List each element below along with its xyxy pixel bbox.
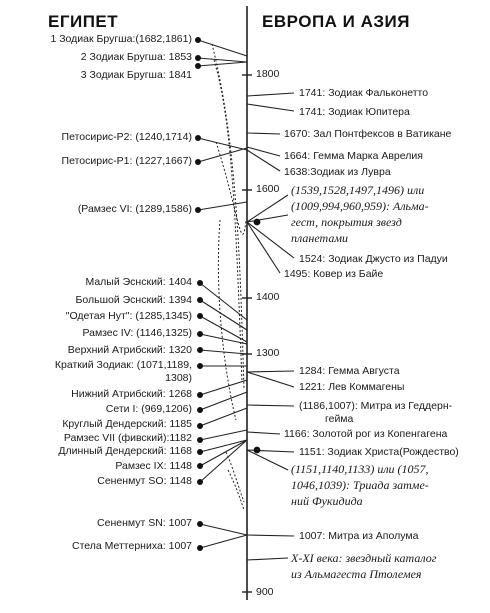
right-connector-1 [247, 93, 294, 96]
left-dot-20 [197, 521, 203, 527]
left-label-5: Петосирис-Р1: (1227,1667) [61, 155, 192, 167]
right-dot-1 [254, 219, 261, 226]
left-dot-21 [197, 545, 203, 551]
left-connector-15 [200, 408, 247, 426]
axis-tick-1800: 1800 [256, 68, 280, 80]
dashed-link-6 [228, 470, 244, 510]
left-label-2: 2 Зодиак Бругша: 1853 [80, 51, 192, 63]
right-label-16b: из Альмагеста Птолемея [291, 567, 422, 581]
left-dot-8 [197, 297, 203, 303]
right-connector-15 [247, 450, 288, 470]
right-label-10: 1221: Лев Коммагены [299, 381, 405, 393]
left-dot-18 [197, 463, 203, 469]
axis-tick-1400: 1400 [256, 291, 280, 303]
right-connector-5 [247, 150, 280, 171]
left-label-4: Петосирис-Р2: (1240,1714) [61, 131, 192, 143]
left-dot-4 [195, 135, 201, 141]
right-label-3: 1670: Зал Понтфексов в Ватикане [284, 128, 452, 140]
left-connector-2 [198, 58, 247, 62]
right-label-1: 1741: Зодиак Фальконетто [299, 87, 429, 99]
axis-tick-900: 900 [256, 586, 274, 598]
left-connector-3 [198, 62, 247, 66]
right-label-16a: X-XI века: звездный каталог [291, 551, 437, 565]
right-connector-17 [247, 558, 288, 560]
right-connector-10 [247, 371, 294, 372]
left-dot-15 [197, 423, 203, 429]
left-label-10: Рамзес IV: (1146,1325) [82, 327, 192, 339]
left-dot-10 [197, 331, 203, 337]
right-label-9: 1284: Гемма Августа [299, 365, 400, 377]
right-connector-8 [247, 222, 294, 258]
left-dot-13 [197, 392, 203, 398]
right-label-12: 1166: Золотой рог из Копенгагена [284, 428, 448, 440]
left-connector-16 [200, 430, 247, 440]
right-connector-16 [247, 535, 294, 536]
left-dot-11 [197, 347, 203, 353]
left-label-7: Малый Эснский: 1404 [85, 276, 192, 288]
left-label-6: (Рамзес VI: (1289,1586) [77, 203, 192, 215]
left-label-14: Сети I: (969,1206) [105, 403, 192, 415]
left-label-21: Стела Меттерниха: 1007 [71, 540, 192, 552]
right-label-14b: 1046,1039): Триада затме- [291, 478, 429, 492]
left-label-13: Нижний Атрибский: 1268 [71, 388, 192, 400]
left-connector-1 [198, 40, 247, 56]
right-label-2: 1741: Зодиак Юпитера [299, 106, 410, 118]
left-dot-5 [195, 159, 201, 165]
right-label-8: 1495: Ковер из Байе [284, 268, 384, 280]
right-connector-11 [247, 372, 294, 387]
left-connector-18 [200, 440, 247, 466]
right-label-6d: планетами [291, 231, 348, 245]
header-europe-asia: ЕВРОПА И АЗИЯ [262, 12, 410, 31]
left-label-8: Большой Эснский: 1394 [75, 294, 192, 306]
left-label-1: 1 Зодиак Бругша:(1682,1861) [50, 33, 192, 45]
left-label-3: 3 Зодиак Бругша: 1841 [80, 69, 192, 81]
right-dot-2 [254, 447, 261, 454]
right-label-13: 1151: Зодиак Христа(Рождество) [299, 446, 459, 458]
axis-tick-1300: 1300 [256, 347, 280, 359]
right-label-4: 1664: Гемма Марка Аврелия [284, 150, 423, 162]
header-egypt: ЕГИПЕТ [48, 12, 119, 31]
right-connector-3 [247, 133, 280, 134]
left-connector-11 [200, 350, 247, 354]
left-dot-9 [197, 313, 203, 319]
right-label-11a: (1186,1007): Митра из Геддерн- [299, 400, 453, 412]
right-label-14a: (1151,1140,1133) или (1057, [291, 462, 429, 476]
right-connector-12 [247, 405, 294, 406]
right-label-7: 1524: Зодиак Джусто из Падуи [299, 253, 448, 265]
left-label-12a: Краткий Зодиак: (1071,1189, [54, 359, 192, 371]
right-label-14c: ний Фукидида [291, 494, 363, 508]
left-label-15: Круглый Дендерский: 1185 [62, 418, 192, 430]
left-label-12b: 1308) [165, 372, 192, 384]
dashed-link-5 [226, 452, 244, 502]
left-label-11: Верхний Атрибский: 1320 [67, 344, 192, 356]
left-dot-19 [197, 479, 203, 485]
right-label-6c: гест, покрытия звезд [291, 215, 402, 229]
left-label-17: Длинный Дендерский: 1168 [58, 445, 192, 457]
left-dot-17 [197, 449, 203, 455]
right-connector-9 [247, 222, 280, 273]
left-dot-6 [195, 207, 201, 213]
left-connector-5 [198, 148, 247, 162]
right-label-11b: гейма [325, 413, 354, 425]
right-connector-13 [247, 432, 280, 434]
left-dot-7 [197, 280, 203, 286]
left-connector-6 [198, 202, 247, 210]
right-connector-2 [247, 104, 294, 111]
dashed-link-4 [218, 220, 236, 420]
left-connector-14 [200, 392, 247, 410]
right-connector-4 [247, 147, 280, 156]
left-connector-21 [200, 535, 247, 548]
left-label-16: Рамзес VII (фивский):1182 [63, 432, 192, 444]
left-label-18: Рамзес IX: 1148 [115, 460, 192, 472]
left-connector-20 [200, 524, 247, 535]
left-dot-12 [197, 363, 203, 369]
left-dot-2 [195, 55, 201, 61]
right-label-6b: (1009,994,960,959): Альма- [291, 199, 429, 213]
left-dot-14 [197, 407, 203, 413]
right-label-15: 1007: Митра из Аполума [299, 530, 419, 542]
left-dot-3 [195, 63, 201, 69]
left-dot-16 [197, 437, 203, 443]
right-label-6a: (1539,1528,1497,1496) или [291, 183, 425, 197]
left-connector-13 [200, 380, 247, 395]
left-dot-1 [195, 37, 201, 43]
left-label-9: "Одетая Нут": (1285,1345) [65, 310, 192, 322]
left-label-20: Сененмут SN: 1007 [97, 517, 192, 529]
left-connector-4 [198, 138, 247, 150]
right-label-5: 1638:Зодиак из Лувра [284, 166, 391, 178]
left-label-19: Сененмут SO: 1148 [97, 475, 192, 487]
axis-tick-1600: 1600 [256, 183, 280, 195]
